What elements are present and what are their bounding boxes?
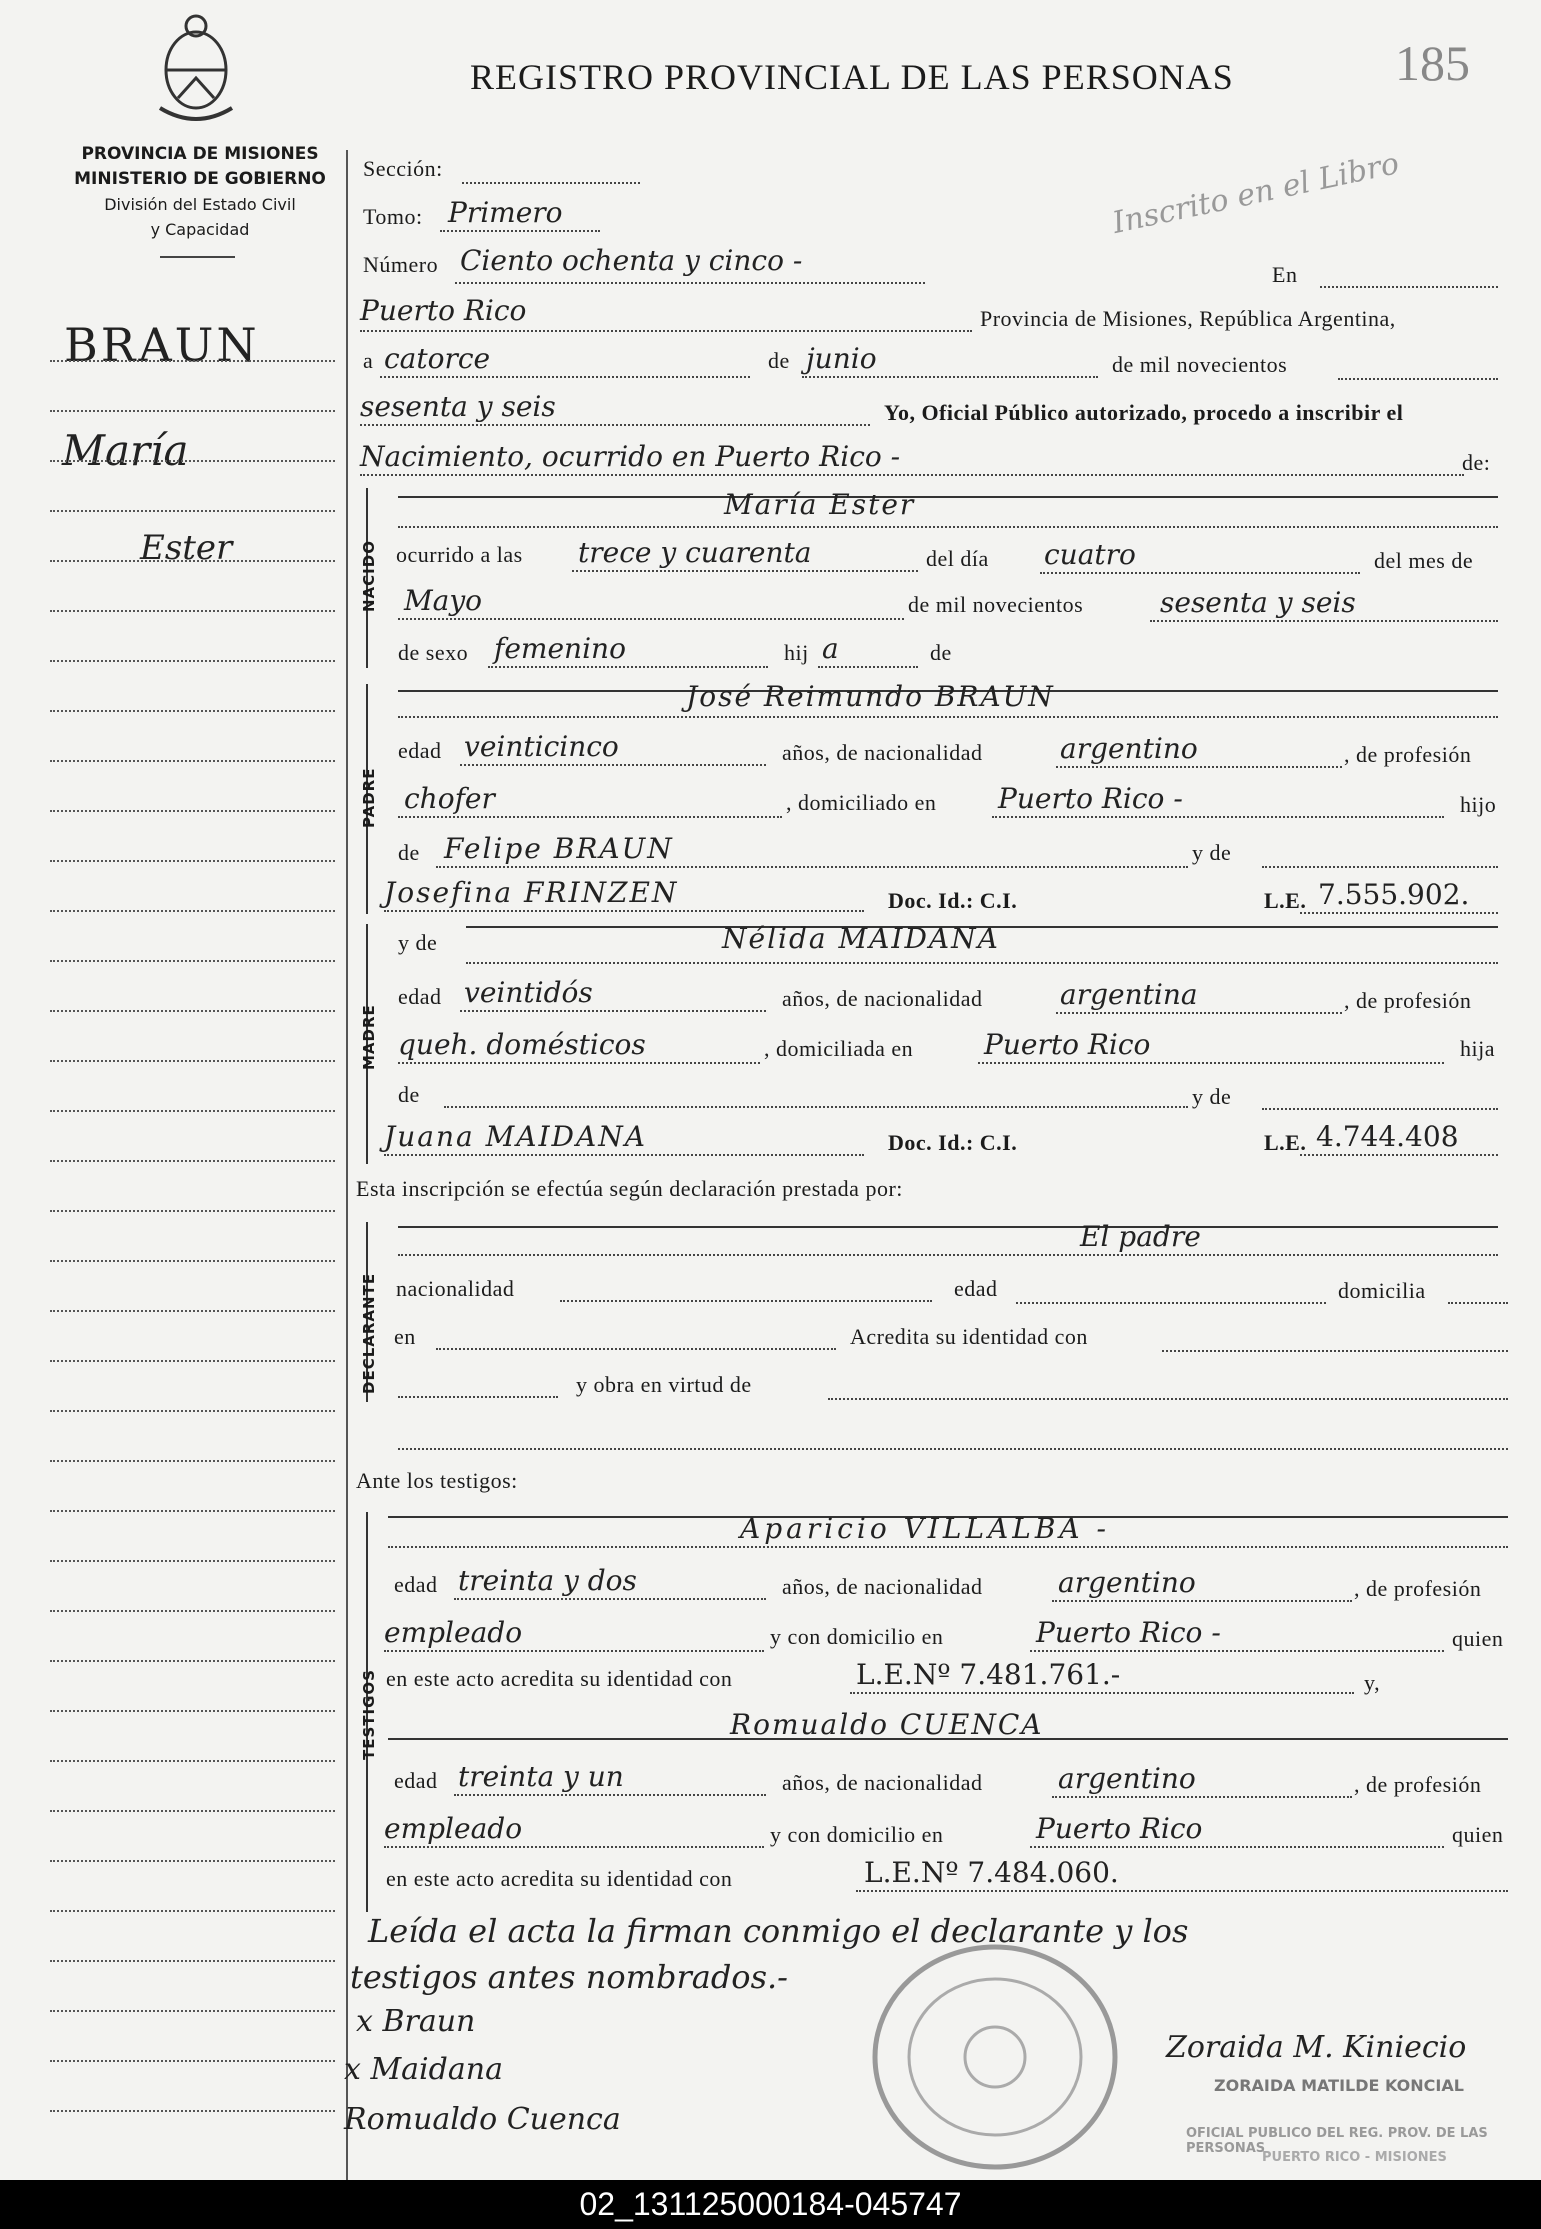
t1-dom-value: Puerto Rico - — [1036, 1616, 1221, 1649]
margin-ruled-line — [50, 810, 335, 812]
padre-father-value: Felipe BRAUN — [444, 832, 674, 865]
margin-ruled-line — [50, 1310, 335, 1312]
margin-ruled-line — [50, 1360, 335, 1362]
t1-prof-label: , de profesión — [1354, 1576, 1482, 1601]
declarante-dom-label: domicilia — [1338, 1278, 1426, 1303]
padre-nac-line — [1056, 766, 1342, 768]
madre-prof-label: , de profesión — [1344, 988, 1472, 1013]
org-ministry: MINISTERIO DE GOBIERNO — [74, 169, 326, 189]
t2-prof-line — [384, 1846, 764, 1848]
margin-ruled-line — [50, 1260, 335, 1262]
nacido-year-value: sesenta y seis — [1160, 586, 1356, 619]
madre-prof-line — [398, 1062, 760, 1064]
madre-y-de2-line — [1262, 1108, 1498, 1110]
margin-ruled-line — [50, 960, 335, 962]
madre-hija-label: hija — [1460, 1036, 1495, 1061]
margin-ruled-line — [50, 1660, 335, 1662]
t2-edad-value: treinta y un — [458, 1760, 624, 1793]
day-line — [380, 376, 750, 378]
declarante-nac-line — [560, 1300, 932, 1302]
madre-de-line — [444, 1106, 1188, 1108]
madre-le-value: 4.744.408 — [1316, 1120, 1459, 1153]
tomo-label: Tomo: — [363, 204, 423, 229]
t2-quien-label: quien — [1452, 1822, 1504, 1847]
t1-prof-line — [384, 1650, 764, 1652]
t1-acr-value: L.E.Nº 7.481.761.- — [856, 1658, 1121, 1691]
event-line — [360, 474, 1464, 476]
month-value: junio — [806, 342, 877, 375]
madre-y-de2-label: y de — [1192, 1084, 1232, 1109]
del-dia-label: del día — [926, 546, 989, 571]
padre-section-label: PADRE — [360, 767, 378, 828]
madre-edad-value: veintidós — [464, 976, 593, 1009]
margin-ruled-line — [50, 1110, 335, 1112]
madre-dom-label: , domiciliada en — [764, 1036, 914, 1061]
padre-y-de-line — [1262, 866, 1498, 868]
margin-ruled-line — [50, 660, 335, 662]
nacido-mil-label: de mil novecientos — [908, 592, 1084, 617]
declarante-acredita-label: Acredita su identidad con — [850, 1324, 1088, 1349]
margin-ruled-line — [50, 1760, 335, 1762]
hour-line — [572, 570, 918, 572]
madre-nac-line — [1056, 1012, 1342, 1014]
margin-ruled-line — [50, 860, 335, 862]
declarante-en-label: en — [394, 1324, 416, 1349]
t1-name-line — [388, 1546, 1508, 1548]
margin-ruled-line — [50, 1960, 335, 1962]
official-stamp-line1: OFICIAL PUBLICO DEL REG. PROV. DE LAS PERSONAS — [1186, 2126, 1488, 2156]
signature-official: Zoraida M. Kiniecio — [1166, 2030, 1467, 2065]
oficial-text: Yo, Oficial Público autorizado, procedo a inscribir el — [884, 400, 1404, 425]
nacido-name-line — [398, 526, 1498, 528]
numero-value: Ciento ochenta y cinco - — [460, 244, 803, 277]
padre-nac-label: años, de nacionalidad — [782, 740, 983, 765]
padre-edad-label: edad — [398, 738, 442, 763]
official-stamp-line2: PUERTO RICO - MISIONES — [1262, 2150, 1447, 2165]
t2-edad-line — [454, 1794, 766, 1796]
margin-surname: BRAUN — [64, 318, 260, 372]
margin-ruled-line — [50, 910, 335, 912]
madre-dom-line — [978, 1062, 1444, 1064]
madre-doc-label: Doc. Id.: C.I. — [888, 1130, 1018, 1155]
org-division: División del Estado Civil — [104, 195, 296, 214]
margin-ruled-line — [50, 1510, 335, 1512]
declarante-value: El padre — [1080, 1220, 1201, 1253]
numero-label: Número — [363, 252, 439, 277]
day-value: catorce — [384, 342, 491, 375]
declarante-extra-line — [398, 1448, 1508, 1450]
margin-name2: Ester — [140, 528, 233, 568]
declarante-section-label: DECLARANTE — [360, 1272, 378, 1394]
coat-of-arms-icon — [150, 8, 242, 126]
mes-line — [398, 618, 904, 620]
t2-edad-label: edad — [394, 1768, 438, 1793]
province-text: Provincia de Misiones, República Argentina, — [980, 306, 1396, 331]
org-province: PROVINCIA DE MISIONES — [81, 144, 319, 164]
margin-ruled-line — [50, 1560, 335, 1562]
tomo-line — [440, 230, 600, 232]
t2-acr-value: L.E.Nº 7.484.060. — [864, 1856, 1119, 1889]
declarante-acredita-line — [1162, 1350, 1508, 1352]
t1-edad-value: treinta y dos — [458, 1564, 637, 1597]
padre-le-value: 7.555.902. — [1318, 878, 1470, 911]
padre-le-label: L.E. — [1264, 888, 1307, 913]
dia-value: cuatro — [1044, 538, 1136, 571]
madre-mother-value: Juana MAIDANA — [384, 1120, 647, 1153]
t2-dom-label: y con domicilio en — [770, 1822, 944, 1847]
org-divider — [160, 256, 235, 258]
padre-father-line — [436, 866, 1188, 868]
margin-ruled-line — [50, 1010, 335, 1012]
signature-cuenca: Romualdo Cuenca — [344, 2102, 621, 2137]
place-line — [360, 330, 972, 332]
de2-label: de: — [1462, 450, 1491, 475]
year-line — [360, 424, 870, 426]
t1-dom-label: y con domicilio en — [770, 1624, 944, 1649]
t2-nac-value: argentino — [1058, 1762, 1196, 1795]
del-mes-label: del mes de — [1374, 548, 1474, 573]
margin-ruled-line — [50, 460, 335, 462]
declarante-top-rule — [398, 1226, 1498, 1228]
margin-ruled-line — [50, 710, 335, 712]
hij-value: a — [822, 632, 839, 665]
hij-line — [818, 666, 918, 668]
org-block — [60, 142, 340, 242]
margin-ruled-line — [50, 2060, 335, 2062]
margin-ruled-line — [50, 760, 335, 762]
seccion-line — [462, 182, 640, 184]
t2-name: Romualdo CUENCA — [730, 1708, 1044, 1741]
t1-edad-line — [454, 1598, 766, 1600]
margin-stamp: Inscrito en el Libro — [1109, 146, 1403, 241]
t2-nac-line — [1052, 1796, 1352, 1798]
sexo-line — [488, 666, 768, 668]
madre-nac-value: argentina — [1060, 978, 1198, 1011]
margin-ruled-line — [50, 2110, 335, 2112]
declarante-value-line — [398, 1254, 1498, 1256]
de-label: de — [768, 348, 790, 373]
t2-acr-line — [856, 1890, 1508, 1892]
padre-dom-value: Puerto Rico - — [998, 782, 1183, 815]
margin-ruled-line — [50, 1910, 335, 1912]
t2-prof-value: empleado — [384, 1812, 523, 1845]
nacido-de-label: de — [930, 640, 952, 665]
madre-prof-value: queh. domésticos — [398, 1028, 646, 1061]
padre-edad-line — [460, 764, 766, 766]
closing-line1: Leída el acta la firman conmigo el declarante y los — [368, 1912, 1189, 1950]
madre-le-line — [1300, 1154, 1498, 1156]
margin-ruled-line — [50, 360, 335, 362]
t2-nac-label: años, de nacionalidad — [782, 1770, 983, 1795]
madre-y-de-label: y de — [398, 930, 438, 955]
t1-nac-line — [1052, 1600, 1352, 1602]
declarante-obra-label: y obra en virtud de — [576, 1372, 752, 1397]
t1-nac-value: argentino — [1058, 1566, 1196, 1599]
testigos-intro: Ante los testigos: — [356, 1468, 518, 1493]
margin-ruled-line — [50, 1710, 335, 1712]
t1-acr-line — [850, 1692, 1354, 1694]
official-seal-icon — [850, 1932, 1140, 2182]
padre-dom-label: , domiciliado en — [786, 790, 937, 815]
padre-nac-value: argentino — [1060, 732, 1198, 765]
padre-prof-label: , de profesión — [1344, 742, 1472, 767]
mes-value: Mayo — [404, 584, 483, 617]
padre-mother-value: Josefina FRINZEN — [384, 876, 679, 909]
t2-dom-line — [1030, 1846, 1444, 1848]
madre-le-label: L.E. — [1264, 1130, 1307, 1155]
signature-braun: x Braun — [356, 2004, 476, 2039]
margin-ruled-line — [50, 1160, 335, 1162]
t1-quien-label: quien — [1452, 1626, 1504, 1651]
t1-name: Aparicio VILLALBA - — [740, 1512, 1111, 1545]
margin-ruled-line — [50, 610, 335, 612]
place-value: Puerto Rico — [360, 294, 527, 327]
t1-prof-value: empleado — [384, 1616, 523, 1649]
t1-nac-label: años, de nacionalidad — [782, 1574, 983, 1599]
testigos-section-label: TESTIGOS — [360, 1669, 378, 1760]
column-divider — [346, 150, 348, 2180]
tomo-value: Primero — [448, 196, 563, 229]
declarante-obra-line — [828, 1398, 1508, 1400]
image-id-bar: 02_131125000184-045747 — [0, 2180, 1541, 2229]
padre-mother-line — [384, 910, 864, 912]
t1-y-label: y, — [1364, 1670, 1381, 1695]
sexo-value: femenino — [494, 632, 626, 665]
margin-ruled-line — [50, 1060, 335, 1062]
madre-name-line — [466, 962, 1498, 964]
declarante-edad-line — [1016, 1302, 1326, 1304]
madre-dom-value: Puerto Rico — [984, 1028, 1151, 1061]
declarante-intro: Esta inscripción se efectúa según declaración prestada por: — [356, 1176, 903, 1201]
padre-edad-value: veinticinco — [464, 730, 619, 763]
declarante-nac-label: nacionalidad — [396, 1276, 515, 1301]
margin-ruled-line — [50, 2010, 335, 2012]
madre-nac-label: años, de nacionalidad — [782, 986, 983, 1011]
padre-y-de-label: y de — [1192, 840, 1232, 865]
padre-de-label: de — [398, 840, 420, 865]
padre-doc-label: Doc. Id.: C.I. — [888, 888, 1018, 913]
t2-prof-label: , de profesión — [1354, 1772, 1482, 1797]
t1-dom-line — [1030, 1650, 1444, 1652]
padre-prof-line — [398, 816, 782, 818]
padre-le-line — [1300, 912, 1498, 914]
folio-number: 185 — [1395, 35, 1470, 91]
t1-edad-label: edad — [394, 1572, 438, 1597]
madre-name: Nélida MAIDANA — [722, 922, 1000, 955]
mil-line — [1338, 378, 1498, 380]
margin-ruled-line — [50, 1860, 335, 1862]
padre-name-line — [398, 716, 1498, 718]
margin-ruled-line — [50, 1610, 335, 1612]
sexo-label: de sexo — [398, 640, 469, 665]
t2-acr-label: en este acto acredita su identidad con — [386, 1866, 733, 1891]
declarante-dom-line — [1448, 1302, 1508, 1304]
seccion-label: Sección: — [363, 156, 443, 181]
t1-acr-label: en este acto acredita su identidad con — [386, 1666, 733, 1691]
margin-ruled-line — [50, 1210, 335, 1212]
dia-line — [1040, 572, 1360, 574]
margin-ruled-line — [50, 510, 335, 512]
nacido-section-label: NACIDO — [360, 540, 378, 612]
margin-ruled-line — [50, 1410, 335, 1412]
declarante-edad-label: edad — [954, 1276, 998, 1301]
margin-ruled-line — [50, 410, 335, 412]
org-capacity: y Capacidad — [150, 220, 250, 239]
en-line — [1320, 286, 1498, 288]
madre-de-label: de — [398, 1082, 420, 1107]
hour-value: trece y cuarenta — [578, 536, 812, 569]
madre-edad-label: edad — [398, 984, 442, 1009]
t2-dom-value: Puerto Rico — [1036, 1812, 1203, 1845]
padre-hijo-label: hijo — [1460, 792, 1497, 817]
margin-ruled-line — [50, 1810, 335, 1812]
padre-dom-line — [992, 816, 1444, 818]
mil-label: de mil novecientos — [1112, 352, 1288, 377]
margin-ruled-line — [50, 1460, 335, 1462]
madre-section-label: MADRE — [360, 1004, 378, 1070]
nacido-top-rule — [398, 496, 1498, 498]
closing-line2: testigos antes nombrados.- — [350, 1958, 788, 1996]
hij-label: hij — [784, 640, 809, 665]
margin-name1: María — [62, 426, 189, 475]
declarante-obra-pre-line — [398, 1396, 558, 1398]
madre-edad-line — [460, 1010, 766, 1012]
year-value: sesenta y seis — [360, 390, 556, 423]
numero-line — [455, 282, 925, 284]
signature-maidana: x Maidana — [344, 2052, 503, 2087]
margin-ruled-line — [50, 560, 335, 562]
nacido-year-line — [1150, 620, 1498, 622]
document-title: REGISTRO PROVINCIAL DE LAS PERSONAS — [470, 57, 1234, 97]
official-printed-name: ZORAIDA MATILDE KONCIAL — [1214, 2076, 1464, 2095]
declarante-en-line — [436, 1348, 836, 1350]
nacido-name: María Ester — [724, 488, 916, 521]
en-label: En — [1272, 262, 1298, 287]
a-label: a — [363, 348, 374, 373]
padre-name: José Reimundo BRAUN — [686, 680, 1055, 713]
padre-prof-value: chofer — [404, 782, 495, 815]
month-line — [802, 376, 1098, 378]
event-value: Nacimiento, ocurrido en Puerto Rico - — [360, 440, 901, 473]
ocurrido-label: ocurrido a las — [396, 542, 523, 567]
madre-mother-line — [384, 1154, 864, 1156]
